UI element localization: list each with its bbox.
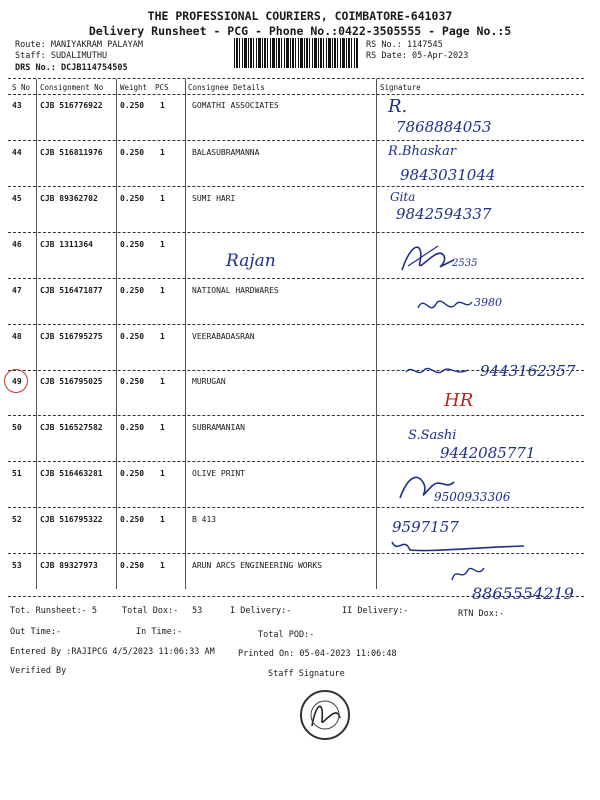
handwritten-phone: 7868884053 xyxy=(396,118,492,136)
row-consignee: ARUN ARCS ENGINEERING WORKS xyxy=(192,561,323,570)
handwritten-signature: 9597157 xyxy=(392,518,459,536)
row-sno: 50 xyxy=(12,423,22,432)
row-pcs: 1 xyxy=(160,561,165,570)
col-consignee: Consignee Details xyxy=(188,83,265,92)
row-pcs: 1 xyxy=(160,194,165,203)
handwritten-phone: 9442085771 xyxy=(440,444,536,462)
handwritten-phone: 9843031044 xyxy=(400,166,496,184)
row-consignee: BALASUBRAMANNA xyxy=(192,148,260,157)
col-consignment: Consignment No xyxy=(40,83,104,92)
row-divider xyxy=(8,278,584,279)
total-pod: Total POD:- xyxy=(258,630,315,640)
total-runsheet: Tot. Runsheet:- 5 xyxy=(10,606,97,616)
row-divider xyxy=(8,507,584,508)
row-weight: 0.250 xyxy=(120,515,145,524)
handwritten-mark: HR xyxy=(444,390,474,411)
row-pcs: 1 xyxy=(160,101,165,110)
handwritten-signature: R. xyxy=(388,96,408,117)
row-consignment: CJB 516471877 xyxy=(40,286,103,295)
handwritten-signature: 3980 xyxy=(474,296,502,309)
scribble-signature xyxy=(398,236,458,276)
row-divider xyxy=(8,186,584,187)
row-sno: 49 xyxy=(12,377,22,386)
row-weight: 0.250 xyxy=(120,194,145,203)
row-weight: 0.250 xyxy=(120,101,145,110)
header-divider-top xyxy=(8,78,584,79)
row-sno: 51 xyxy=(12,469,22,478)
row-divider xyxy=(8,415,584,416)
row-pcs: 1 xyxy=(160,377,165,386)
row-pcs: 1 xyxy=(160,332,165,341)
total-dox-label: Total Dox:- xyxy=(122,606,179,616)
handwritten-signature: Gita xyxy=(390,190,416,204)
staff-signature-label: Staff Signature xyxy=(268,669,345,679)
stamp-signature xyxy=(302,692,348,738)
row-consignee: VEERABADASRAN xyxy=(192,332,255,341)
col-weight: Weight xyxy=(120,83,148,92)
handwritten-phone: 9443162357 xyxy=(480,362,576,380)
stamp-seal xyxy=(300,690,350,740)
column-rule xyxy=(376,79,377,589)
row-consignment: CJB 516795322 xyxy=(40,515,103,524)
out-time: Out Time:- xyxy=(10,627,62,637)
handwritten-consignee: Rajan xyxy=(226,251,276,271)
row-consignee: GOMATHI ASSOCIATES xyxy=(192,101,279,110)
printed-on: Printed On: 05-04-2023 11:06:48 xyxy=(238,649,397,659)
row-consignment: CJB 516795025 xyxy=(40,377,103,386)
column-rule xyxy=(185,79,186,589)
route-label: Route: MANIYAKRAM PALAYAM xyxy=(15,40,143,50)
col-sno: S No xyxy=(12,83,31,92)
row-consignee: MURUGAN xyxy=(192,377,226,386)
row-pcs: 1 xyxy=(160,469,165,478)
row-consignment: CJB 516527582 xyxy=(40,423,103,432)
row-sno: 53 xyxy=(12,561,22,570)
row-consignment: CJB 516795275 xyxy=(40,332,103,341)
column-rule xyxy=(36,79,37,589)
row-divider xyxy=(8,232,584,233)
row-consignee: SUMI HARI xyxy=(192,194,236,203)
row-weight: 0.250 xyxy=(120,240,145,249)
handwritten-signature: R.Bhaskar xyxy=(388,144,457,159)
runsheet-subtitle: Delivery Runsheet - PCG - Phone No.:0422-3505555 - Page No.:5 xyxy=(88,24,512,38)
handwritten-signature: 2535 xyxy=(452,258,478,269)
row-weight: 0.250 xyxy=(120,148,145,157)
row-consignment: CJB 516463281 xyxy=(40,469,103,478)
header-divider-bottom xyxy=(8,94,584,95)
row-sno: 45 xyxy=(12,194,22,203)
row-sno: 52 xyxy=(12,515,22,524)
ii-delivery: II Delivery:- xyxy=(342,606,409,616)
row-divider xyxy=(8,140,584,141)
row-consignment: CJB 89327973 xyxy=(40,561,98,570)
handwritten-phone: 9500933306 xyxy=(434,490,511,504)
row-weight: 0.250 xyxy=(120,377,145,386)
drs-number: DRS No.: DCJB114754505 xyxy=(15,63,128,73)
row-consignee: NATIONAL HARDWARES xyxy=(192,286,279,295)
row-sno: 47 xyxy=(12,286,22,295)
row-consignment: CJB 516811976 xyxy=(40,148,103,157)
row-sno: 48 xyxy=(12,332,22,341)
row-consignee: SUBRAMANIAN xyxy=(192,423,245,432)
row-sno: 44 xyxy=(12,148,22,157)
row-pcs: 1 xyxy=(160,515,165,524)
staff-label: Staff: SUDALIMUTHU xyxy=(15,51,108,61)
scribble-signature xyxy=(448,562,488,586)
company-title: THE PROFESSIONAL COURIERS, COIMBATORE-641037 xyxy=(147,9,453,23)
col-signature: Signature xyxy=(380,83,421,92)
column-rule xyxy=(116,79,117,589)
row-weight: 0.250 xyxy=(120,423,145,432)
verified-by: Verified By xyxy=(10,666,67,676)
row-weight: 0.250 xyxy=(120,332,145,341)
row-consignment: CJB 1311364 xyxy=(40,240,93,249)
row-consignee: B 413 xyxy=(192,515,217,524)
row-sno: 46 xyxy=(12,240,22,249)
scribble-signature xyxy=(404,362,470,380)
row-consignment: CJB 516776922 xyxy=(40,101,103,110)
row-consignee: OLIVE PRINT xyxy=(192,469,245,478)
total-dox-value: 53 xyxy=(192,606,203,616)
in-time: In Time:- xyxy=(136,627,183,637)
scribble-signature xyxy=(414,292,474,318)
rs-date: RS Date: 05-Apr-2023 xyxy=(366,51,469,61)
row-consignment: CJB 89362702 xyxy=(40,194,98,203)
rs-number: RS No.: 1147545 xyxy=(366,40,443,50)
row-weight: 0.250 xyxy=(120,469,145,478)
barcode xyxy=(234,38,358,68)
row-weight: 0.250 xyxy=(120,561,145,570)
handwritten-phone: 8865554219 xyxy=(472,584,574,603)
row-weight: 0.250 xyxy=(120,286,145,295)
i-delivery: I Delivery:- xyxy=(230,606,292,616)
row-pcs: 1 xyxy=(160,286,165,295)
row-sno: 43 xyxy=(12,101,22,110)
handwritten-phone: 9842594337 xyxy=(396,205,492,223)
row-pcs: 1 xyxy=(160,423,165,432)
handwritten-signature: S.Sashi xyxy=(408,428,457,443)
row-pcs: 1 xyxy=(160,148,165,157)
scribble-signature xyxy=(388,532,528,558)
entered-by: Entered By :RAJIPCG 4/5/2023 11:06:33 AM xyxy=(10,647,215,657)
rtn-dox: RTN Dox:- xyxy=(458,609,505,619)
row-pcs: 1 xyxy=(160,240,165,249)
col-pcs: PCS xyxy=(155,83,169,92)
row-divider xyxy=(8,324,584,325)
